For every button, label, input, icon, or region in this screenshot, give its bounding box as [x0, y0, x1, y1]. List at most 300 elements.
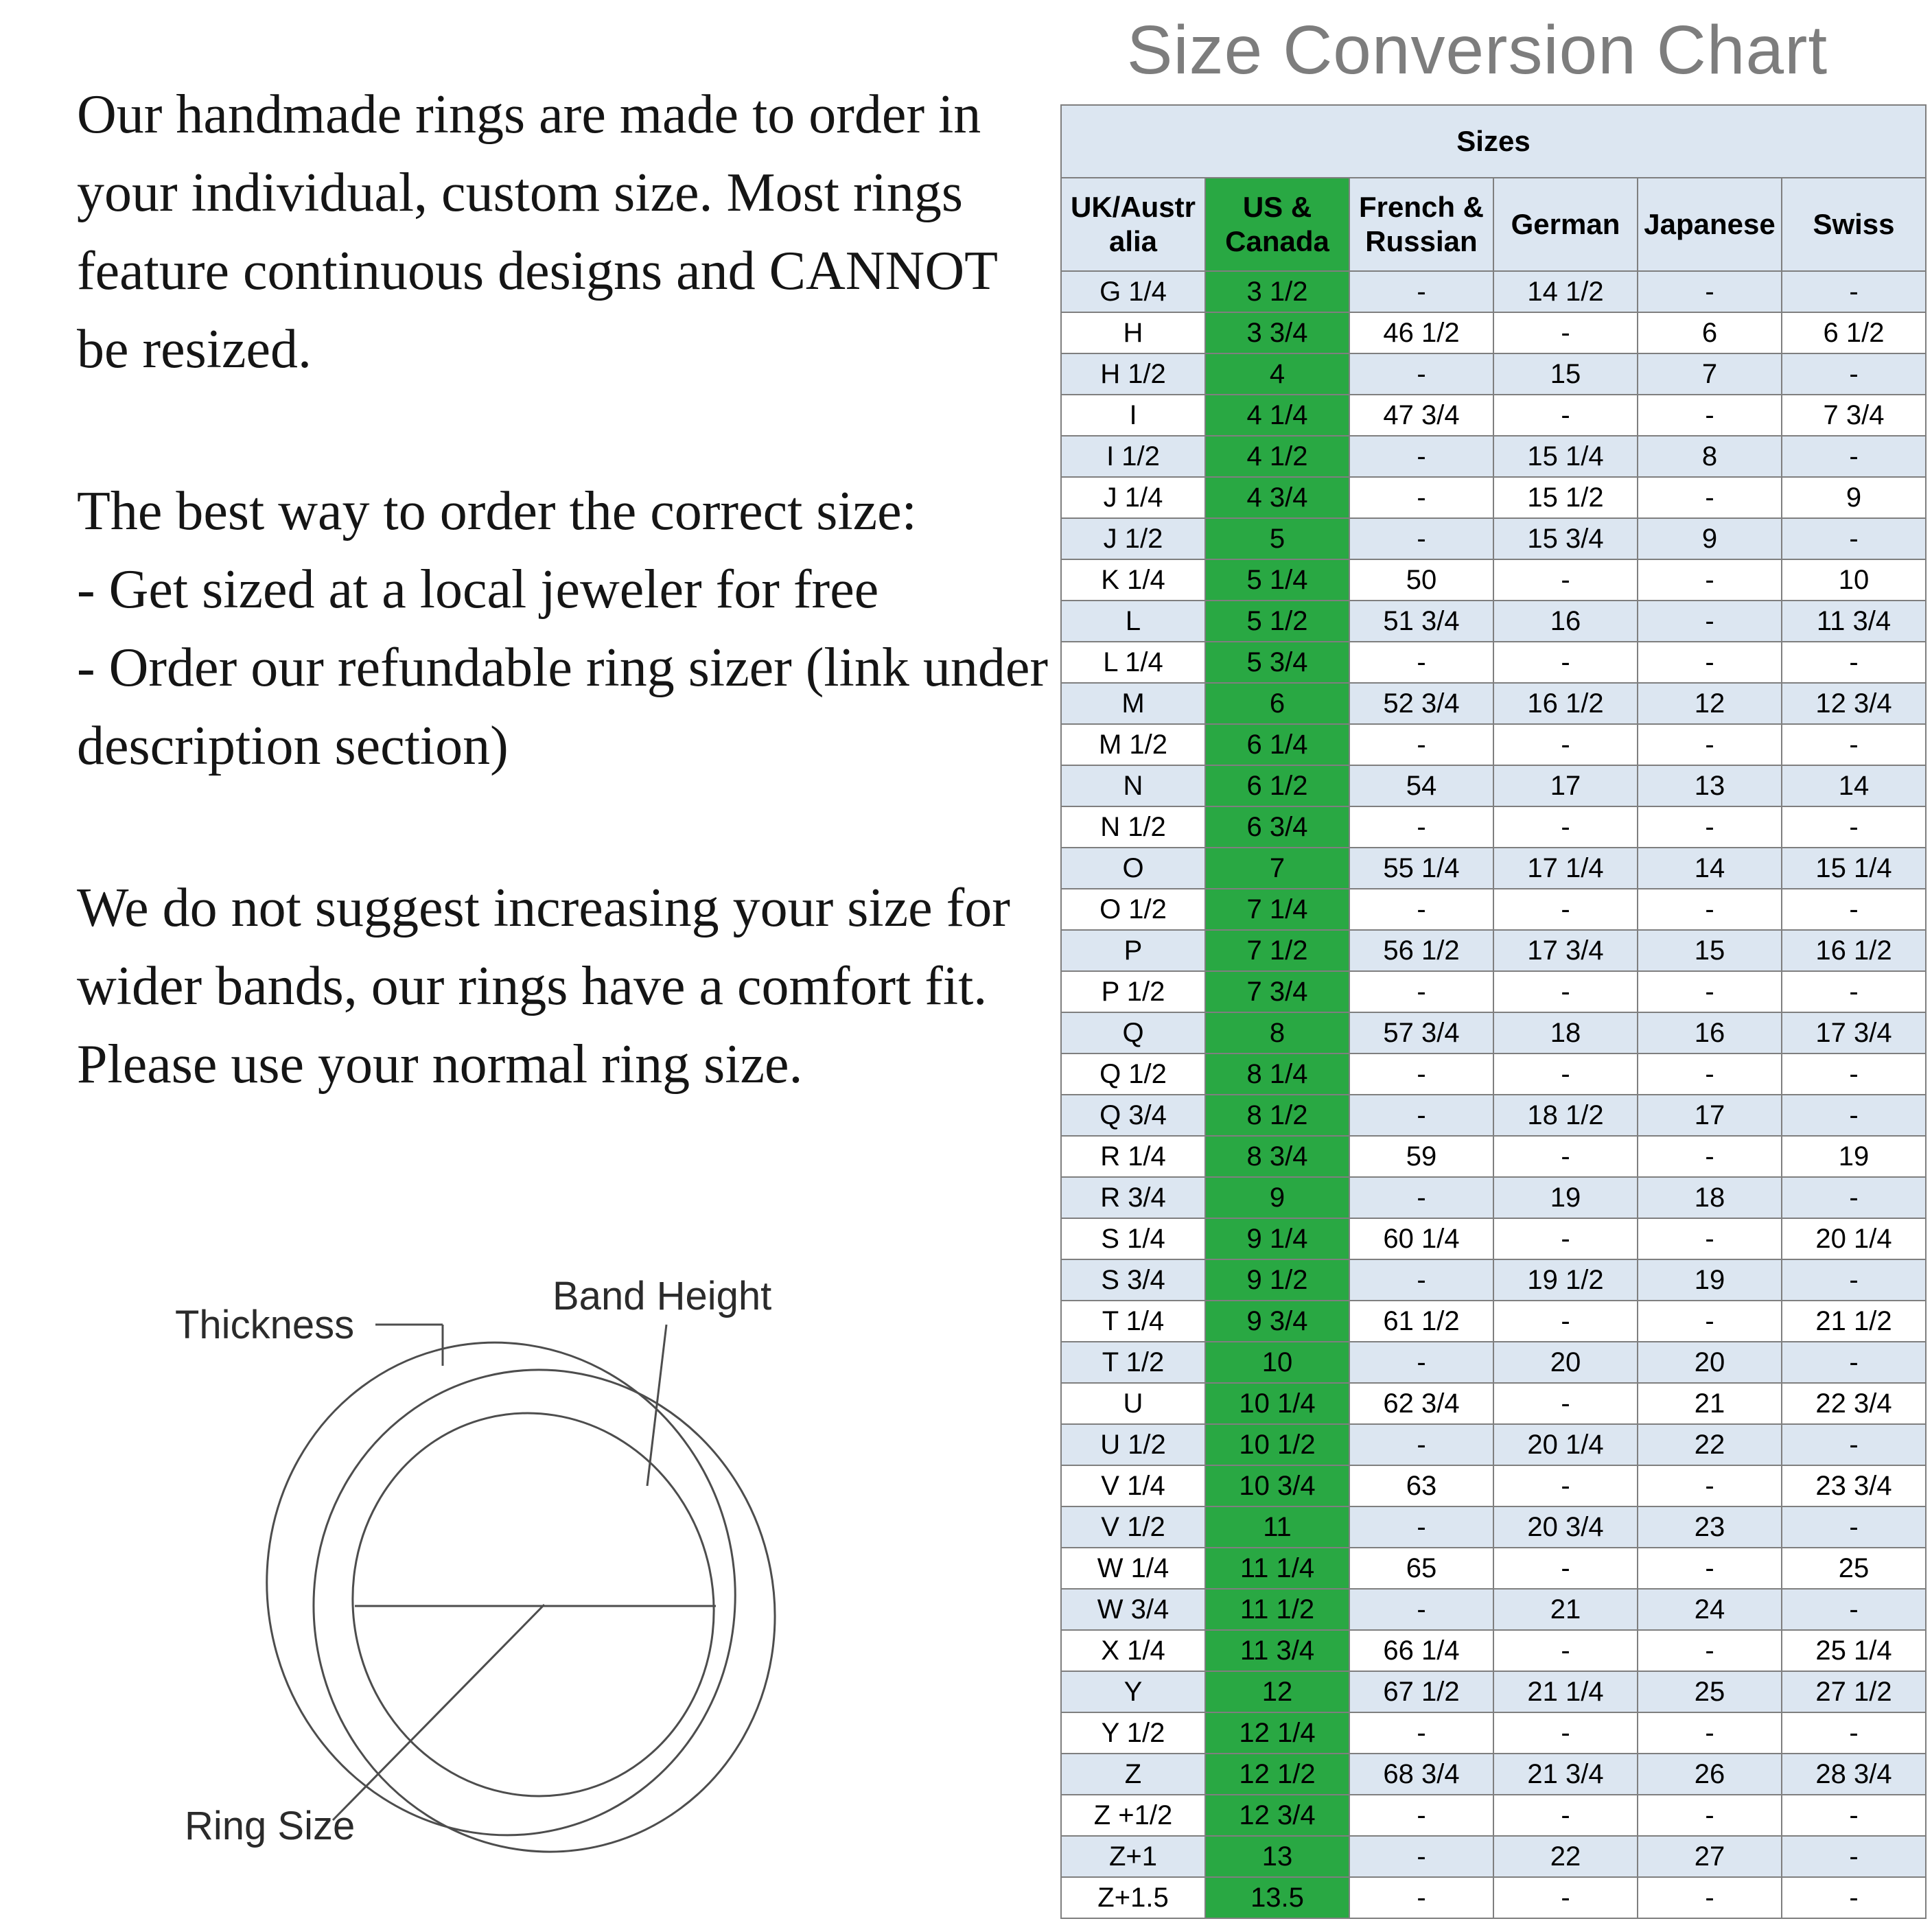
table-cell: 3 1/2: [1205, 271, 1349, 312]
table-row: [1061, 312, 1926, 353]
table-cell: 6 1/4: [1205, 724, 1349, 765]
table-cell: H 1/2: [1061, 353, 1205, 395]
table-cell: 16: [1638, 1012, 1782, 1054]
table-row: [1061, 601, 1926, 642]
sizing-instructions-line: The best way to order the correct size:: [77, 481, 917, 542]
table-row: [1061, 724, 1926, 765]
table-cell: -: [1493, 971, 1638, 1012]
table-cell: -: [1638, 395, 1782, 436]
table-cell: -: [1638, 1548, 1782, 1589]
table-cell: L 1/4: [1061, 642, 1205, 683]
table-cell: 25: [1638, 1671, 1782, 1712]
table-cell: -: [1493, 1712, 1638, 1754]
table-cell: Y: [1061, 1671, 1205, 1712]
table-cell: L: [1061, 601, 1205, 642]
table-row: [1061, 848, 1926, 889]
table-cell: -: [1638, 971, 1782, 1012]
table-cell: -: [1782, 1424, 1926, 1465]
table-cell: -: [1349, 806, 1493, 848]
table-cell: 21: [1493, 1589, 1638, 1630]
table-cell: -: [1493, 1054, 1638, 1095]
table-cell: 10 1/2: [1205, 1424, 1349, 1465]
table-row: [1061, 1136, 1926, 1177]
table-cell: -: [1638, 806, 1782, 848]
table-row: [1061, 1795, 1926, 1836]
table-cell: -: [1349, 889, 1493, 930]
table-cell: -: [1782, 1095, 1926, 1136]
table-row: [1061, 642, 1926, 683]
table-cell: 51 3/4: [1349, 601, 1493, 642]
table-cell: 8 3/4: [1205, 1136, 1349, 1177]
table-cell: 12 3/4: [1782, 683, 1926, 724]
table-cell: 22: [1493, 1836, 1638, 1877]
table-row: [1061, 930, 1926, 971]
table-cell: 11 1/2: [1205, 1589, 1349, 1630]
table-cell: 23 3/4: [1782, 1465, 1926, 1506]
table-cell: -: [1349, 1712, 1493, 1754]
table-cell: S 3/4: [1061, 1259, 1205, 1301]
table-cell: 3 3/4: [1205, 312, 1349, 353]
table-cell: 8: [1205, 1012, 1349, 1054]
table-row: [1061, 1548, 1926, 1589]
table-cell: 27 1/2: [1782, 1671, 1926, 1712]
table-cell: 21 3/4: [1493, 1754, 1638, 1795]
table-cell: 47 3/4: [1349, 395, 1493, 436]
table-cell: X 1/4: [1061, 1630, 1205, 1671]
table-cell: 11: [1205, 1506, 1349, 1548]
table-cell: 15: [1638, 930, 1782, 971]
band-height-leader-line: [647, 1325, 666, 1486]
table-cell: Z +1/2: [1061, 1795, 1205, 1836]
table-cell: -: [1493, 1136, 1638, 1177]
table-cell: -: [1493, 559, 1638, 601]
table-cell: -: [1638, 1465, 1782, 1506]
table-row: [1061, 1259, 1926, 1301]
table-cell: 17 1/4: [1493, 848, 1638, 889]
table-cell: 57 3/4: [1349, 1012, 1493, 1054]
table-cell: -: [1493, 806, 1638, 848]
ring-size-label: Ring Size: [185, 1804, 356, 1848]
table-cell: P 1/2: [1061, 971, 1205, 1012]
table-cell: 8: [1638, 436, 1782, 477]
table-row: [1061, 1589, 1926, 1630]
table-cell: 28 3/4: [1782, 1754, 1926, 1795]
table-cell: Q 3/4: [1061, 1095, 1205, 1136]
table-cell: 6 1/2: [1782, 312, 1926, 353]
table-cell: 26: [1638, 1754, 1782, 1795]
table-cell: 16 1/2: [1493, 683, 1638, 724]
table-cell: 5 1/4: [1205, 559, 1349, 601]
table-cell: -: [1782, 971, 1926, 1012]
table-cell: -: [1782, 1506, 1926, 1548]
table-cell: -: [1782, 1836, 1926, 1877]
ring-diagram: [168, 1277, 827, 1881]
table-cell: 9 3/4: [1205, 1301, 1349, 1342]
table-cell: 7 1/4: [1205, 889, 1349, 930]
table-cell: 13: [1638, 765, 1782, 806]
table-cell: 12 3/4: [1205, 1795, 1349, 1836]
table-cell: J 1/4: [1061, 477, 1205, 518]
table-cell: 66 1/4: [1349, 1630, 1493, 1671]
table-cell: 23: [1638, 1506, 1782, 1548]
table-cell: 21 1/4: [1493, 1671, 1638, 1712]
table-row: [1061, 1836, 1926, 1877]
table-cell: J 1/2: [1061, 518, 1205, 559]
table-cell: 4 3/4: [1205, 477, 1349, 518]
table-row: [1061, 1506, 1926, 1548]
table-cell: 13.5: [1205, 1877, 1349, 1918]
table-cell: 9 1/4: [1205, 1218, 1349, 1259]
table-cell: 46 1/2: [1349, 312, 1493, 353]
table-cell: -: [1638, 1630, 1782, 1671]
table-cell: 18 1/2: [1493, 1095, 1638, 1136]
table-cell: 12 1/4: [1205, 1712, 1349, 1754]
table-cell: I 1/2: [1061, 436, 1205, 477]
table-cell: -: [1782, 1877, 1926, 1918]
table-cell: 12: [1205, 1671, 1349, 1712]
table-cell: -: [1782, 1795, 1926, 1836]
table-cell: -: [1782, 806, 1926, 848]
table-cell: 17: [1493, 765, 1638, 806]
table-cell: -: [1638, 271, 1782, 312]
table-cell: 10: [1205, 1342, 1349, 1383]
table-cell: R 1/4: [1061, 1136, 1205, 1177]
table-row: [1061, 1877, 1926, 1918]
table-cell: -: [1349, 1836, 1493, 1877]
table-cell: 10 1/4: [1205, 1383, 1349, 1424]
fit-advice-paragraph: We do not suggest increasing your size for wider bands, our rings have a comfort fit. Please use your normal ring size.: [77, 878, 1010, 1095]
table-cell: -: [1782, 1712, 1926, 1754]
table-cell: W 3/4: [1061, 1589, 1205, 1630]
table-cell: 18: [1638, 1177, 1782, 1218]
table-row: [1061, 1424, 1926, 1465]
table-cell: -: [1349, 271, 1493, 312]
table-row: [1061, 971, 1926, 1012]
table-cell: 8 1/4: [1205, 1054, 1349, 1095]
table-cell: 25 1/4: [1782, 1630, 1926, 1671]
table-cell: 17 3/4: [1782, 1012, 1926, 1054]
table-cell: 9: [1638, 518, 1782, 559]
table-cell: 17: [1638, 1095, 1782, 1136]
table-cell: -: [1638, 1136, 1782, 1177]
table-cell: 60 1/4: [1349, 1218, 1493, 1259]
table-cell: -: [1349, 353, 1493, 395]
table-cell: -: [1493, 1383, 1638, 1424]
table-cell: 20: [1638, 1342, 1782, 1383]
table-cell: 19 1/2: [1493, 1259, 1638, 1301]
table-row: [1061, 765, 1926, 806]
table-row: [1061, 683, 1926, 724]
table-cell: -: [1782, 1054, 1926, 1095]
table-cell: R 3/4: [1061, 1177, 1205, 1218]
table-cell: -: [1349, 1177, 1493, 1218]
table-cell: V 1/2: [1061, 1506, 1205, 1548]
table-cell: 13: [1205, 1836, 1349, 1877]
table-cell: 52 3/4: [1349, 683, 1493, 724]
table-row: [1061, 1630, 1926, 1671]
table-cell: 10: [1782, 559, 1926, 601]
table-cell: 12 1/2: [1205, 1754, 1349, 1795]
table-cell: 22: [1638, 1424, 1782, 1465]
table-cell: -: [1782, 1177, 1926, 1218]
table-cell: 24: [1638, 1589, 1782, 1630]
table-row: [1061, 1712, 1926, 1754]
table-cell: -: [1782, 518, 1926, 559]
table-cell: 65: [1349, 1548, 1493, 1589]
table-cell: P: [1061, 930, 1205, 971]
table-cell: -: [1349, 1795, 1493, 1836]
table-cell: -: [1349, 1589, 1493, 1630]
table-cell: -: [1638, 559, 1782, 601]
table-cell: -: [1638, 1054, 1782, 1095]
table-cell: 56 1/2: [1349, 930, 1493, 971]
table-cell: -: [1493, 1218, 1638, 1259]
table-cell: -: [1493, 1301, 1638, 1342]
table-cell: K 1/4: [1061, 559, 1205, 601]
table-cell: -: [1782, 724, 1926, 765]
table-cell: -: [1349, 1424, 1493, 1465]
table-cell: 59: [1349, 1136, 1493, 1177]
table-cell: -: [1638, 1218, 1782, 1259]
table-cell: 5 3/4: [1205, 642, 1349, 683]
table-cell: Q 1/2: [1061, 1054, 1205, 1095]
table-cell: 54: [1349, 765, 1493, 806]
table-cell: N 1/2: [1061, 806, 1205, 848]
table-cell: T 1/4: [1061, 1301, 1205, 1342]
table-cell: 15 1/4: [1782, 848, 1926, 889]
table-cell: 21 1/2: [1782, 1301, 1926, 1342]
column-header: German: [1493, 178, 1638, 271]
table-cell: -: [1638, 601, 1782, 642]
table-header-row: [1061, 178, 1926, 271]
table-row: [1061, 1054, 1926, 1095]
table-cell: 6 1/2: [1205, 765, 1349, 806]
table-cell: G 1/4: [1061, 271, 1205, 312]
table-cell: Z+1: [1061, 1836, 1205, 1877]
table-cell: -: [1782, 271, 1926, 312]
table-cell: 14: [1782, 765, 1926, 806]
table-cell: -: [1638, 1795, 1782, 1836]
table-cell: 6: [1205, 683, 1349, 724]
table-cell: -: [1638, 642, 1782, 683]
table-cell: Q: [1061, 1012, 1205, 1054]
table-cell: -: [1638, 724, 1782, 765]
table-cell: -: [1493, 1795, 1638, 1836]
table-row: [1061, 1342, 1926, 1383]
table-cell: T 1/2: [1061, 1342, 1205, 1383]
table-cell: 7 1/2: [1205, 930, 1349, 971]
table-cell: U 1/2: [1061, 1424, 1205, 1465]
intro-paragraph: Our handmade rings are made to order in your individual, custom size. Most rings feature continuous designs and CANNOT be resized.: [77, 84, 997, 380]
table-cell: 14 1/2: [1493, 271, 1638, 312]
table-cell: 7: [1638, 353, 1782, 395]
table-cell: -: [1493, 1630, 1638, 1671]
table-cell: 8 1/2: [1205, 1095, 1349, 1136]
table-cell: 68 3/4: [1349, 1754, 1493, 1795]
table-cell: 20 3/4: [1493, 1506, 1638, 1548]
table-cell: S 1/4: [1061, 1218, 1205, 1259]
table-cell: 9: [1205, 1177, 1349, 1218]
table-row: [1061, 436, 1926, 477]
table-cell: -: [1349, 1259, 1493, 1301]
table-cell: 55 1/4: [1349, 848, 1493, 889]
table-cell: 63: [1349, 1465, 1493, 1506]
table-cell: 20 1/4: [1493, 1424, 1638, 1465]
table-row: [1061, 395, 1926, 436]
table-cell: -: [1349, 642, 1493, 683]
column-header: Japanese: [1638, 178, 1782, 271]
table-row: [1061, 1218, 1926, 1259]
table-cell: 20: [1493, 1342, 1638, 1383]
table-cell: -: [1349, 1095, 1493, 1136]
table-cell: -: [1638, 1712, 1782, 1754]
table-cell: -: [1493, 1465, 1638, 1506]
table-cell: 5: [1205, 518, 1349, 559]
table-row: [1061, 1012, 1926, 1054]
table-row: [1061, 889, 1926, 930]
table-row: [1061, 559, 1926, 601]
info-panel: [77, 75, 1058, 1104]
table-cell: 4 1/2: [1205, 436, 1349, 477]
table-cell: -: [1782, 1259, 1926, 1301]
table-cell: -: [1493, 1548, 1638, 1589]
table-cell: 21: [1638, 1383, 1782, 1424]
size-conversion-table: [1060, 104, 1927, 1919]
table-cell: 7: [1205, 848, 1349, 889]
ring-illustration: [168, 1277, 827, 1881]
table-cell: -: [1349, 971, 1493, 1012]
table-cell: 7 3/4: [1205, 971, 1349, 1012]
table-cell: 15 1/4: [1493, 436, 1638, 477]
table-cell: 17 3/4: [1493, 930, 1638, 971]
table-row: [1061, 806, 1926, 848]
column-header: US & Canada: [1205, 178, 1349, 271]
table-cell: 50: [1349, 559, 1493, 601]
table-cell: N: [1061, 765, 1205, 806]
table-row: [1061, 1177, 1926, 1218]
page-title: Size Conversion Chart: [1126, 12, 1828, 89]
table-cell: 4 1/4: [1205, 395, 1349, 436]
table-caption-row: [1061, 105, 1926, 178]
table-cell: -: [1493, 889, 1638, 930]
table-cell: 19: [1638, 1259, 1782, 1301]
table-cell: I: [1061, 395, 1205, 436]
table-cell: 11 3/4: [1205, 1630, 1349, 1671]
table-cell: -: [1349, 1054, 1493, 1095]
table-cell: 16 1/2: [1782, 930, 1926, 971]
table-cell: 19: [1782, 1136, 1926, 1177]
table-cell: -: [1493, 724, 1638, 765]
table-cell: -: [1349, 518, 1493, 559]
table-row: [1061, 477, 1926, 518]
table-cell: -: [1782, 889, 1926, 930]
table-cell: Z+1.5: [1061, 1877, 1205, 1918]
table-cell: 4: [1205, 353, 1349, 395]
table-cell: 14: [1638, 848, 1782, 889]
table-cell: 5 1/2: [1205, 601, 1349, 642]
table-cell: 15: [1493, 353, 1638, 395]
column-header: French & Russian: [1349, 178, 1493, 271]
table-row: [1061, 518, 1926, 559]
table-cell: -: [1349, 1342, 1493, 1383]
table-cell: W 1/4: [1061, 1548, 1205, 1589]
table-row: [1061, 1383, 1926, 1424]
table-cell: 11 3/4: [1782, 601, 1926, 642]
table-caption-sizes: Sizes: [1061, 105, 1926, 178]
table-cell: -: [1493, 395, 1638, 436]
table-cell: 19: [1493, 1177, 1638, 1218]
table-cell: -: [1493, 642, 1638, 683]
table-cell: 10 3/4: [1205, 1465, 1349, 1506]
table-cell: 11 1/4: [1205, 1548, 1349, 1589]
table-cell: O 1/2: [1061, 889, 1205, 930]
table-cell: 25: [1782, 1548, 1926, 1589]
table-cell: -: [1493, 1877, 1638, 1918]
table-cell: 20 1/4: [1782, 1218, 1926, 1259]
table-cell: -: [1782, 1342, 1926, 1383]
table-cell: -: [1349, 477, 1493, 518]
table-cell: 6 3/4: [1205, 806, 1349, 848]
table-cell: 27: [1638, 1836, 1782, 1877]
table-cell: -: [1349, 436, 1493, 477]
table-row: [1061, 1301, 1926, 1342]
column-header: UK/Austr alia: [1061, 178, 1205, 271]
band-height-label: Band Height: [552, 1277, 772, 1318]
table-cell: -: [1638, 1877, 1782, 1918]
table-cell: 9: [1782, 477, 1926, 518]
table-cell: 15 3/4: [1493, 518, 1638, 559]
table-cell: -: [1349, 724, 1493, 765]
table-cell: 6: [1638, 312, 1782, 353]
table-cell: -: [1782, 1589, 1926, 1630]
table-cell: -: [1782, 642, 1926, 683]
table-cell: M: [1061, 683, 1205, 724]
table-cell: -: [1638, 889, 1782, 930]
table-cell: 67 1/2: [1349, 1671, 1493, 1712]
table-cell: 22 3/4: [1782, 1383, 1926, 1424]
table-cell: -: [1349, 1506, 1493, 1548]
ring-inner-rim: [312, 1375, 754, 1835]
sizing-instructions: [77, 472, 1058, 785]
thickness-label: Thickness: [175, 1303, 355, 1347]
table-cell: 15 1/2: [1493, 477, 1638, 518]
table-cell: U: [1061, 1383, 1205, 1424]
table-cell: -: [1349, 1877, 1493, 1918]
sizing-instructions-line: - Get sized at a local jeweler for free: [77, 559, 879, 620]
table-cell: 18: [1493, 1012, 1638, 1054]
table-cell: 62 3/4: [1349, 1383, 1493, 1424]
table-cell: 9 1/2: [1205, 1259, 1349, 1301]
column-header: Swiss: [1782, 178, 1926, 271]
table-cell: -: [1782, 436, 1926, 477]
table-cell: O: [1061, 848, 1205, 889]
ring-size-leader-line: [333, 1605, 544, 1820]
table-cell: M 1/2: [1061, 724, 1205, 765]
table-cell: -: [1638, 477, 1782, 518]
sizing-instructions-line: - Order our refundable ring sizer (link under description section): [77, 638, 1048, 776]
table-cell: 12: [1638, 683, 1782, 724]
table-cell: Z: [1061, 1754, 1205, 1795]
size-conversion-table-wrap: [1060, 104, 1927, 1919]
table-cell: -: [1638, 1301, 1782, 1342]
table-cell: H: [1061, 312, 1205, 353]
table-row: [1061, 1465, 1926, 1506]
table-cell: -: [1782, 353, 1926, 395]
table-row: [1061, 1671, 1926, 1712]
table-cell: V 1/4: [1061, 1465, 1205, 1506]
table-row: [1061, 1754, 1926, 1795]
table-cell: 16: [1493, 601, 1638, 642]
